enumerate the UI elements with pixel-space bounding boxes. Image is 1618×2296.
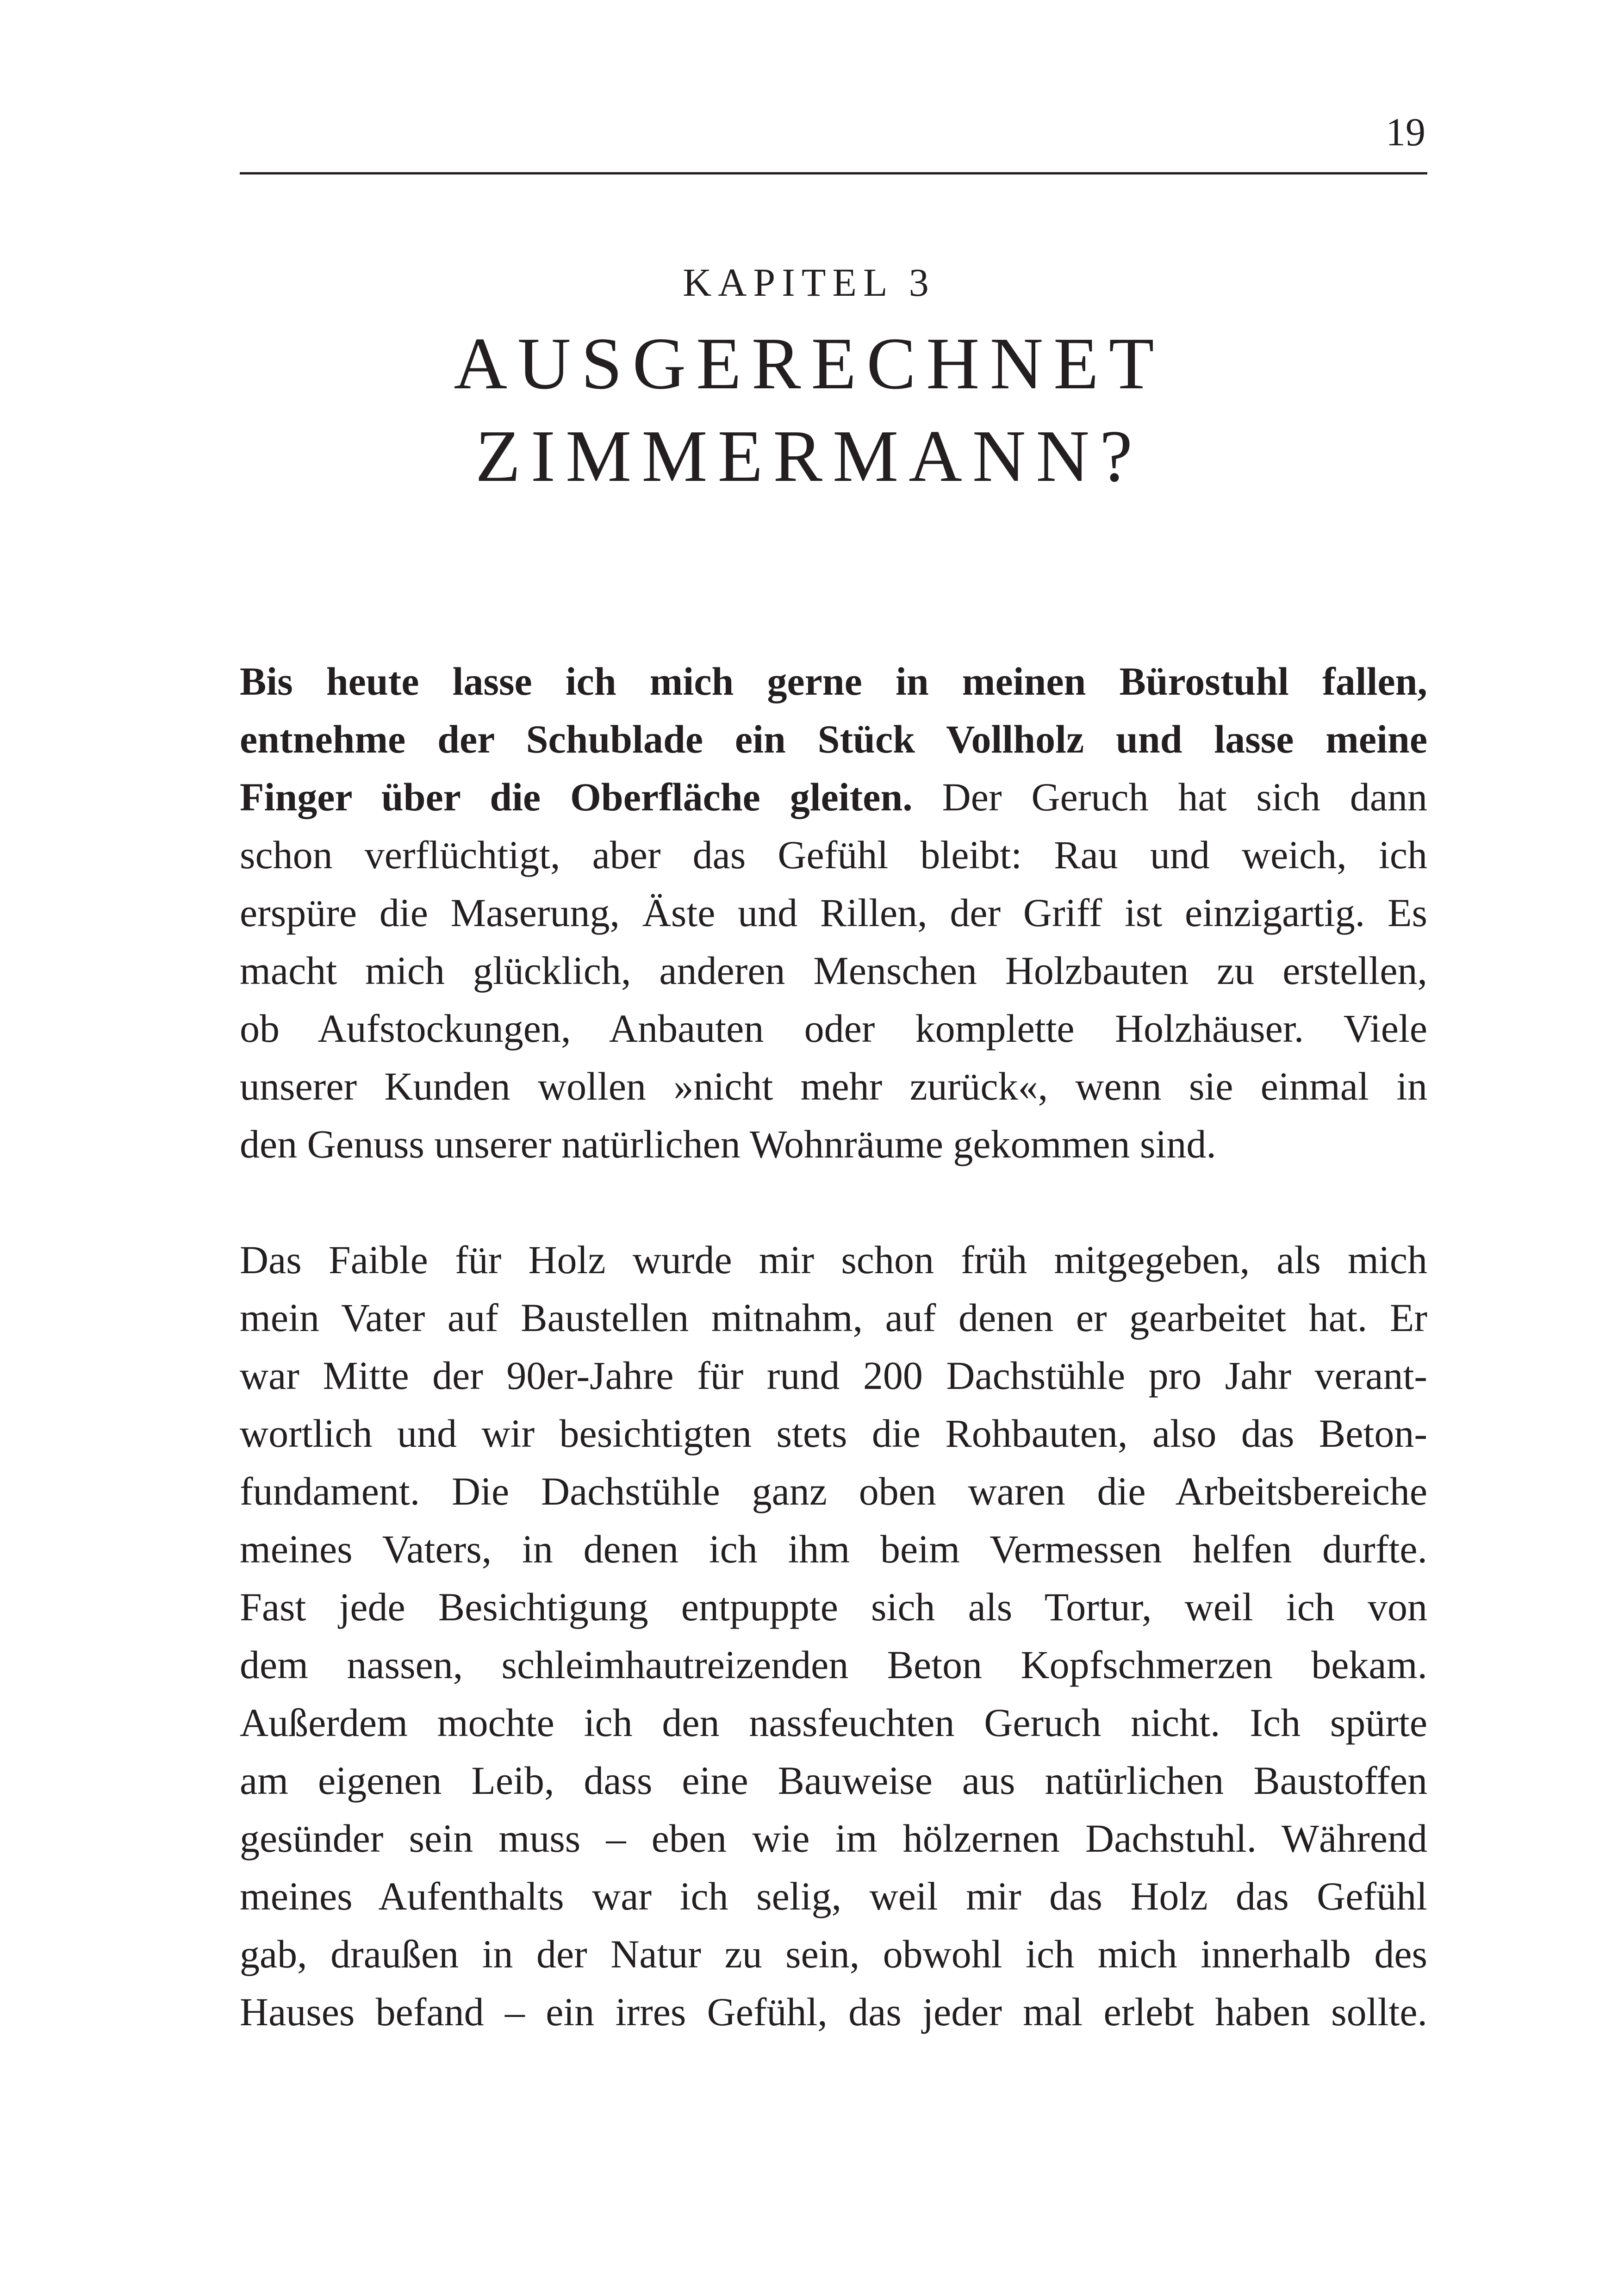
chapter-title-line-2: ZIMMERMANN? [475, 415, 1143, 497]
text-segment: meines Aufenthalts war ich selig, weil mir das Holz das Gefühl [240, 1874, 1427, 1918]
text-line [240, 1231, 1427, 1289]
text-segment: Außerdem mochte ich den nassfeuchten Geruch nicht. Ich spürte [240, 1700, 1427, 1745]
text-segment: gesünder sein muss – eben wie im hölzernen Dachstuhl. Während [240, 1816, 1427, 1860]
text-line [240, 1578, 1427, 1636]
text-line [240, 1000, 1427, 1058]
text-segment: schon verflüchtigt, aber das Gefühl bleibt: Rau und weich, ich [240, 833, 1427, 877]
paragraph [240, 653, 1427, 1173]
text-line [240, 942, 1427, 1000]
header-rule [240, 172, 1427, 174]
text-segment: Fast jede Besichtigung entpuppte sich als Tortur, weil ich von [240, 1585, 1427, 1629]
text-line [240, 1115, 1427, 1173]
bold-text: Bis heute lasse ich mich gerne in meinen Bürostuhl fallen, [240, 659, 1427, 703]
paragraph-gap [240, 1173, 1427, 1231]
text-line [240, 710, 1427, 768]
paragraph [240, 1231, 1427, 2041]
text-line [240, 768, 1427, 826]
text-segment: war Mitte der 90er-Jahre für rund 200 Dachstühle pro Jahr verant- [240, 1353, 1427, 1398]
bold-text: entnehme der Schublade ein Stück Vollholz und lasse meine [240, 717, 1427, 761]
text-segment: dem nassen, schleimhautreizenden Beton Kopfschmerzen bekam. [240, 1643, 1427, 1687]
text-segment: meines Vaters, in denen ich ihm beim Vermessen helfen durfte. [240, 1527, 1427, 1571]
text-line [240, 1694, 1427, 1752]
text-line [240, 1867, 1427, 1925]
text-segment: erspüre die Maserung, Äste und Rillen, der Griff ist einzigartig. Es [240, 890, 1427, 935]
text-line [240, 1636, 1427, 1694]
bold-text: Finger über die Oberfläche gleiten. [240, 775, 913, 819]
text-segment: Der Geruch hat sich dann [912, 775, 1427, 819]
text-line [240, 1289, 1427, 1347]
text-line [240, 1347, 1427, 1405]
chapter-title-line-1: AUSGERECHNET [454, 322, 1164, 404]
text-line [240, 1462, 1427, 1520]
text-line [240, 1752, 1427, 1810]
text-segment: mein Vater auf Baustellen mitnahm, auf denen er gearbeitet hat. Er [240, 1295, 1427, 1340]
text-line [240, 1983, 1427, 2041]
text-segment: den Genuss unserer natürlichen Wohnräume gekommen sind. [240, 1122, 1216, 1166]
page-number: 19 [1386, 110, 1425, 154]
text-segment: macht mich glücklich, anderen Menschen Holzbauten zu erstellen, [240, 948, 1427, 993]
text-line [240, 1405, 1427, 1462]
text-line [240, 1925, 1427, 1983]
text-line [240, 1810, 1427, 1867]
text-segment: fundament. Die Dachstühle ganz oben waren die Arbeitsbereiche [240, 1469, 1427, 1513]
text-segment: unserer Kunden wollen »nicht mehr zurück«, wenn sie einmal in [240, 1064, 1427, 1108]
text-line [240, 884, 1427, 942]
text-line [240, 1058, 1427, 1115]
text-line [240, 1520, 1427, 1578]
body-text [240, 653, 1427, 2041]
chapter-label: KAPITEL 3 [683, 260, 935, 305]
text-segment: wortlich und wir besichtigten stets die Rohbauten, also das Beton- [240, 1411, 1427, 1456]
text-segment: Das Faible für Holz wurde mir schon früh mitgegeben, als mich [240, 1238, 1427, 1282]
text-line [240, 653, 1427, 710]
text-segment: ob Aufstockungen, Anbauten oder komplette Holzhäuser. Viele [240, 1006, 1427, 1051]
text-segment: gab, draußen in der Natur zu sein, obwohl ich mich innerhalb des [240, 1932, 1427, 1976]
text-line [240, 826, 1427, 884]
text-segment: Hauses befand – ein irres Gefühl, das jeder mal erlebt haben sollte. [240, 1990, 1427, 2034]
text-segment: am eigenen Leib, dass eine Bauweise aus natürlichen Baustoffen [240, 1758, 1427, 1803]
